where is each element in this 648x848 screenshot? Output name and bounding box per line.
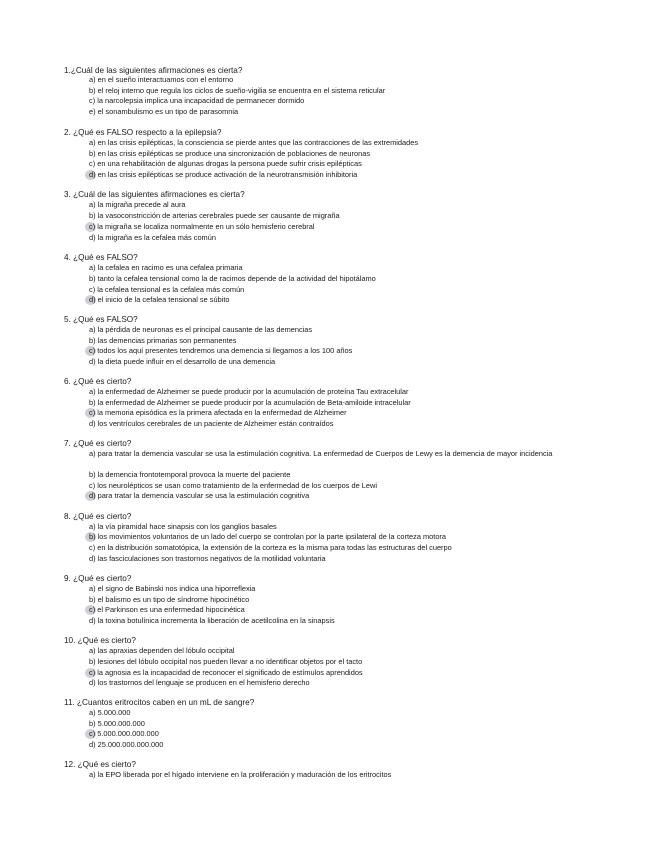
- answer-option-text: a) en las crisis epilépticas, la consciencia se pierde antes que las contracciones de las extremidades: [89, 138, 419, 147]
- answer-option-text: c) en una rehabilitación de algunas drogas la persona puede sufrir crisis epilépticas: [89, 159, 362, 168]
- answer-option: [89, 708, 559, 719]
- answer-option: [89, 200, 559, 211]
- answer-option: [89, 222, 559, 233]
- question-prompt: 9. ¿Qué es cierto?: [64, 574, 132, 583]
- answer-option-text: b) en las crisis epilépticas se produce una sincronización de poblaciones de neuronas: [89, 149, 371, 158]
- answer-option-text: d) los ventrículos cerebrales de un paciente de Alzheimer están contraídos: [89, 419, 334, 428]
- answer-option: [89, 449, 559, 460]
- answer-option: [89, 408, 559, 419]
- answer-option-text: a) la pérdida de neuronas es el principal causante de las demencias: [89, 325, 313, 334]
- answer-option: [89, 543, 559, 554]
- question-prompt: 1.¿Cuál de las siguientes afirmaciones es cierta?: [64, 66, 243, 75]
- answer-option: [89, 325, 559, 336]
- question-prompt: 3. ¿Cuál de las siguientes afirmaciones es cierta?: [64, 190, 245, 199]
- answer-option: [89, 491, 559, 502]
- question-prompt: 12. ¿Qué es cierto?: [64, 760, 136, 769]
- question-prompt: 7. ¿Qué es cierto?: [64, 439, 132, 448]
- answer-option: [89, 470, 559, 481]
- answer-option: [89, 522, 559, 533]
- answer-option-text: c) la narcolepsia implica una incapacidad de permanecer dormido: [89, 96, 305, 105]
- answer-option-text: b) el balismo es un tipo de síndrome hipocinético: [89, 595, 250, 604]
- answer-option-text: d) las fasciculaciones son trastornos negativos de la motilidad voluntaria: [89, 554, 326, 563]
- answer-option: [89, 285, 559, 296]
- answer-option-text: c) todos los aquí presentes tendremos una demencia si llegamos a los 100 años: [89, 346, 353, 355]
- answer-option-text: a) en el sueño interactuamos con el entorno: [89, 75, 234, 84]
- answer-option-text: b) el reloj interno que regula los ciclos de sueño-vigilia se encuentra en el sistema reticular: [89, 86, 386, 95]
- answer-option-text: a) el signo de Babinski nos indica una hiporreflexia: [89, 584, 256, 593]
- answer-option: [89, 605, 559, 616]
- answer-option-text: c) la agnosia es la incapacidad de reconocer el significado de estímulos aprendidos: [89, 668, 363, 677]
- answer-option: [89, 729, 559, 740]
- answer-option: [89, 96, 559, 107]
- answer-option-text: c) la memoria episódica es la primera afectada en la enfermedad de Alzheimer: [89, 408, 347, 417]
- answer-option: [89, 75, 559, 86]
- answer-option-text: a) 5.000.000: [89, 708, 131, 717]
- answer-option: [89, 532, 559, 543]
- answer-option-text: d) la toxina botulínica incrementa la liberación de acetilcolina en la sinapsis: [89, 616, 335, 625]
- answer-option: [89, 740, 559, 751]
- answer-option: [89, 481, 559, 492]
- question-prompt: 5. ¿Qué es FALSO?: [64, 315, 138, 324]
- answer-option: [89, 107, 559, 118]
- answer-option: [89, 357, 559, 368]
- question-prompt: 4. ¿Qué es FALSO?: [64, 253, 138, 262]
- answer-option-text: b) la vasoconstricción de arterias cerebrales puede ser causante de migraña: [89, 211, 340, 220]
- answer-option-text: b) los movimientos voluntarios de un lado del cuerpo se controlan por la parte ipsilateral de la corteza motora: [89, 532, 446, 541]
- answer-option: [89, 211, 559, 222]
- answer-option: [89, 86, 559, 97]
- answer-option: [89, 595, 559, 606]
- answer-option: [89, 336, 559, 347]
- answer-option: [89, 657, 559, 668]
- answer-option-text: d) en las crisis epilépticas se produce activación de la neurotransmisión inhibitoria: [89, 170, 358, 179]
- answer-option-text: a) la cefalea en racimo es una cefalea primaria: [89, 263, 243, 272]
- answer-option-text: e) el sonambulismo es un tipo de parasomnia: [89, 107, 239, 116]
- answer-option-text: d) el inicio de la cefalea tensional se súbito: [89, 295, 230, 304]
- answer-option-text: b) la demencia frontotemporal provoca la muerte del paciente: [89, 470, 291, 479]
- answer-option-text: d) 25.000.000.000.000: [89, 740, 164, 749]
- answer-option: [89, 274, 559, 285]
- answer-option: [89, 770, 559, 781]
- answer-option: [89, 398, 559, 409]
- answer-option: [89, 616, 559, 627]
- answer-option-text: a) la migraña precede al aura: [89, 200, 186, 209]
- answer-option-text: d) la dieta puede influir en el desarrollo de una demencia: [89, 357, 276, 366]
- answer-option: [89, 419, 559, 430]
- question-prompt: 10. ¿Qué es cierto?: [64, 636, 136, 645]
- answer-option: [89, 263, 559, 274]
- answer-option: [89, 668, 559, 679]
- answer-option-text: b) lesiones del lóbulo occipital nos pueden llevar a no identificar objetos por el tacto: [89, 657, 363, 666]
- answer-option: [89, 170, 559, 181]
- answer-option-text: a) para tratar la demencia vascular se usa la estimulación cognitiva. La enfermedad de Cuerpos de Lewy es la demencia de mayor incidencia: [89, 449, 553, 458]
- answer-option: [89, 554, 559, 565]
- answer-option-text: c) en la distribución somatotópica, la extensión de la corteza es la misma para todas las estructuras del cuerpo: [89, 543, 452, 552]
- question-prompt: 6. ¿Qué es cierto?: [64, 377, 132, 386]
- answer-option-text: d) los trastornos del lenguaje se producen en el hemisferio derecho: [89, 678, 310, 687]
- answer-option: [89, 159, 559, 170]
- answer-option: [89, 678, 559, 689]
- question-prompt: 2. ¿Qué es FALSO respecto a la epilepsia?: [64, 128, 222, 137]
- answer-option: [89, 346, 559, 357]
- answer-option: [89, 719, 559, 730]
- answer-option-text: a) las apraxias dependen del lóbulo occipital: [89, 646, 235, 655]
- answer-option: [89, 138, 559, 149]
- answer-option-text: a) la EPO liberada por el hígado interviene en la proliferación y maduración de los eritrocitos: [89, 770, 392, 779]
- question-prompt: 8. ¿Qué es cierto?: [64, 512, 132, 521]
- answer-option: [89, 387, 559, 398]
- answer-option-text: b) la enfermedad de Alzheimer se puede producir por la acumulación de Beta-amiloide intracelular: [89, 398, 411, 407]
- answer-option-text: b) tanto la cefalea tensional como la de racimos depende de la actividad del hipotálamo: [89, 274, 376, 283]
- answer-option-text: a) la enfermedad de Alzheimer se puede producir por la acumulación de proteína Tau extracelular: [89, 387, 409, 396]
- answer-option-text: c) la cefalea tensional es la cefalea más común: [89, 285, 245, 294]
- answer-option-text: c) la migraña se localiza normalmente en un sólo hemisferio cerebral: [89, 222, 315, 231]
- answer-option-text: a) la vía piramidal hace sinapsis con los ganglios basales: [89, 522, 277, 531]
- answer-option-text: d) la migraña es la cefalea más común: [89, 233, 216, 242]
- answer-option: [89, 149, 559, 160]
- answer-option-text: b) 5.000.000.000: [89, 719, 145, 728]
- question-prompt: 11. ¿Cuantos eritrocitos caben en un mL de sangre?: [64, 698, 255, 707]
- answer-option-text: c) el Parkinson es una enfermedad hipocinética: [89, 605, 245, 614]
- answer-option-text: c) los neurolépticos se usan como tratamiento de la enfermedad de los cuerpos de Lewi: [89, 481, 377, 490]
- answer-option-text: d) para tratar la demencia vascular se usa la estimulación cognitiva: [89, 491, 310, 500]
- answer-option: [89, 584, 559, 595]
- answer-option: [89, 233, 559, 244]
- answer-option: [89, 646, 559, 657]
- answer-option-text: b) las demencias primarias son permanentes: [89, 336, 237, 345]
- answer-option: [89, 295, 559, 306]
- answer-option-text: c) 5.000.000.000.000: [89, 729, 159, 738]
